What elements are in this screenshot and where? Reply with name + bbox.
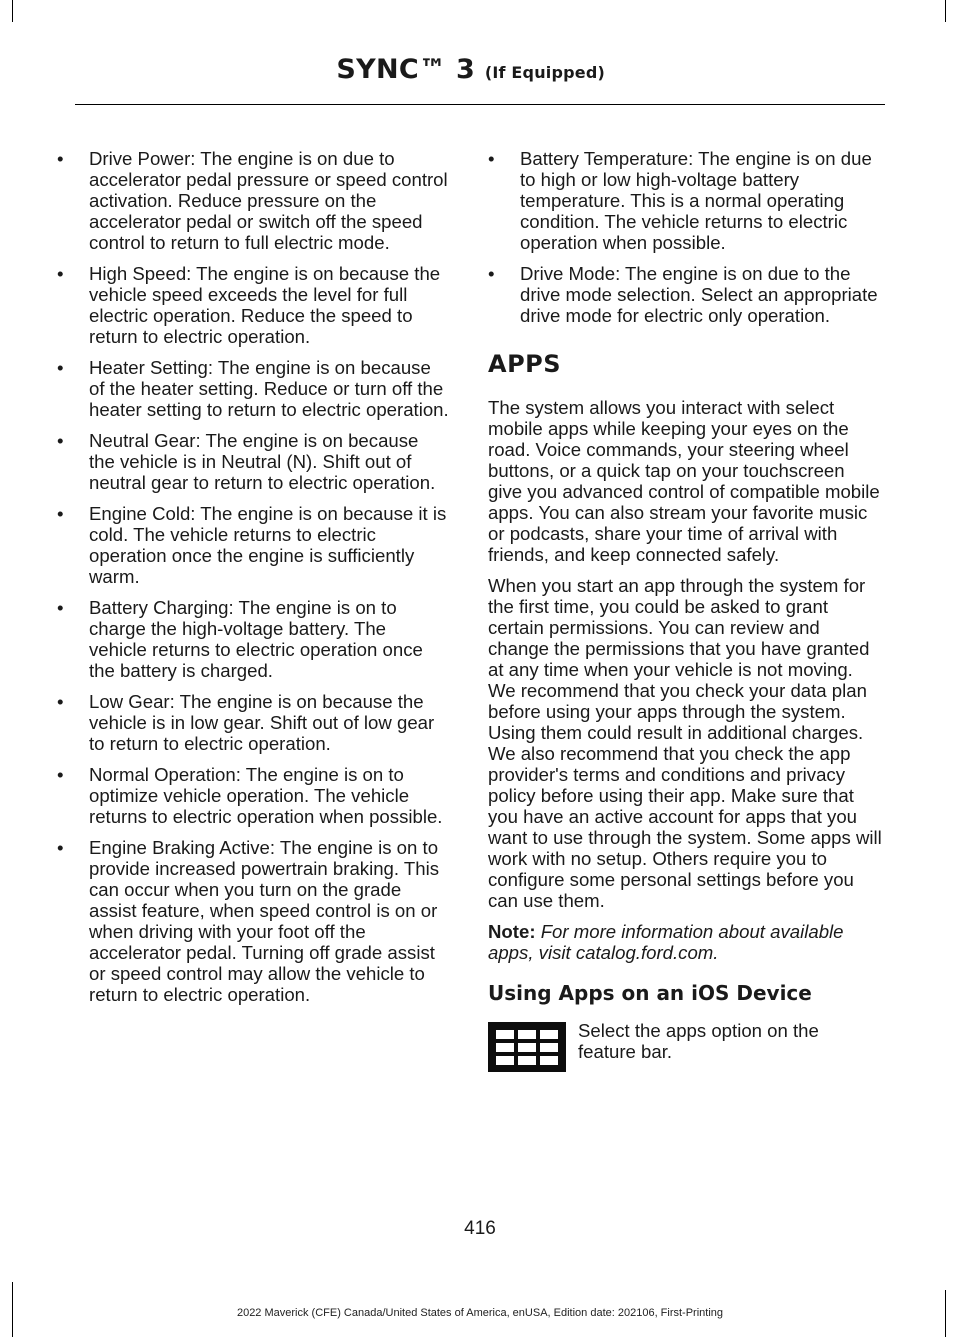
list-item-text: Engine Cold: The engine is on because it is cold. The vehicle returns to electric operation once the engine is sufficiently warm. xyxy=(89,503,447,587)
list-item xyxy=(57,263,449,347)
edition-footer: 2022 Maverick (CFE) Canada/United States of America, enUSA, Edition date: 202106, First-Printing xyxy=(236,1307,724,1319)
list-item xyxy=(57,764,449,827)
list-item xyxy=(57,503,449,587)
engine-status-list-continued xyxy=(488,148,883,326)
bullet-marker: • xyxy=(57,503,64,524)
apps-grid-icon xyxy=(488,1022,566,1072)
list-item xyxy=(57,691,449,754)
crop-mark-top-left xyxy=(12,0,13,22)
bullet-marker: • xyxy=(57,764,64,785)
header-title-main: SYNC™ 3 xyxy=(336,54,476,85)
bullet-marker: • xyxy=(488,263,495,284)
list-item-text: Battery Charging: The engine is on to charge the high-voltage battery. The vehicle returns to electric operation once the battery is charged. xyxy=(89,597,423,681)
crop-mark-top-right xyxy=(945,0,946,22)
page-number: 416 xyxy=(464,1218,496,1239)
ios-apps-heading: Using Apps on an iOS Device xyxy=(488,981,812,1005)
list-item xyxy=(488,148,883,253)
apps-intro-paragraph: The system allows you interact with select mobile apps while keeping your eyes on the road. Voice commands, your steering wheel buttons, or a quick tap on your touchscreen give you advanced control of compatible mobile apps. You can also stream your favorite music or podcasts, share your time of arrival with friends, and keep connected safely. xyxy=(488,397,880,565)
note-paragraph xyxy=(488,921,883,963)
list-item-text: Low Gear: The engine is on because the vehicle is in low gear. Shift out of low gear to return to electric operation. xyxy=(89,691,435,754)
apps-section-heading: APPS xyxy=(488,350,562,378)
page-header-title xyxy=(336,54,605,85)
engine-status-list xyxy=(57,148,449,1005)
bullet-marker: • xyxy=(488,148,495,169)
bullet-marker: • xyxy=(57,263,64,284)
list-item-text: Engine Braking Active: The engine is on to provide increased powertrain braking. This can occur when you turn on the grade assist feature, when speed control is on or when driving with your foot off the accelerator pedal. Turning off grade assist or speed control may allow the vehicle to return to electric operation. xyxy=(89,837,440,1005)
bullet-marker: • xyxy=(57,357,64,378)
list-item-text: Heater Setting: The engine is on because of the heater setting. Reduce or turn off the heater setting to return to electric operation. xyxy=(89,357,449,420)
list-item-text: Normal Operation: The engine is on to optimize vehicle operation. The vehicle returns to electric operation when possible. xyxy=(89,764,443,827)
bullet-marker: • xyxy=(57,597,64,618)
note-label: Note: xyxy=(488,921,536,942)
bullet-marker: • xyxy=(57,691,64,712)
list-item xyxy=(57,357,449,420)
list-item xyxy=(57,148,449,253)
ios-step-text: Select the apps option on the feature bar. xyxy=(578,1020,819,1062)
list-item xyxy=(57,597,449,681)
header-title-suffix: (If Equipped) xyxy=(484,63,605,82)
list-item-text: Drive Mode: The engine is on due to the drive mode selection. Select an appropriate drive mode for electric only operation. xyxy=(520,263,878,326)
right-column xyxy=(488,148,883,1080)
bullet-marker: • xyxy=(57,430,64,451)
header-divider xyxy=(75,104,885,105)
left-column xyxy=(57,148,449,1015)
bullet-marker: • xyxy=(57,837,64,858)
list-item xyxy=(488,263,883,326)
ios-step-row xyxy=(488,1020,883,1080)
list-item xyxy=(57,430,449,493)
list-item-text: Drive Power: The engine is on due to accelerator pedal pressure or speed control activation. Reduce pressure on the accelerator pedal or switch off the speed control to return to full electric mode. xyxy=(89,148,448,253)
list-item-text: Battery Temperature: The engine is on due to high or low high-voltage battery temperature. This is a normal operating condition. The vehicle returns to electric operation when possible. xyxy=(520,148,872,253)
list-item xyxy=(57,837,449,1005)
note-text: For more information about available apps, visit catalog.ford.com. xyxy=(488,921,844,963)
bullet-marker: • xyxy=(57,148,64,169)
apps-permissions-paragraph: When you start an app through the system for the first time, you could be asked to grant certain permissions. You can review and change the permissions that you have granted at any time when your vehicle is not moving. We recommend that you check your data plan before using your apps through the system. Using them could result in additional charges. We also recommend that you check the app provider's terms and conditions and privacy policy before using their app. Make sure that you have an active account for apps that you want to use through the system. Some apps will work with no setup. Others require you to configure some personal settings before you can use them. xyxy=(488,575,882,911)
list-item-text: Neutral Gear: The engine is on because the vehicle is in Neutral (N). Shift out of neutral gear to return to electric operation. xyxy=(89,430,436,493)
list-item-text: High Speed: The engine is on because the vehicle speed exceeds the level for full electric operation. Reduce the speed to return to electric operation. xyxy=(89,263,441,347)
